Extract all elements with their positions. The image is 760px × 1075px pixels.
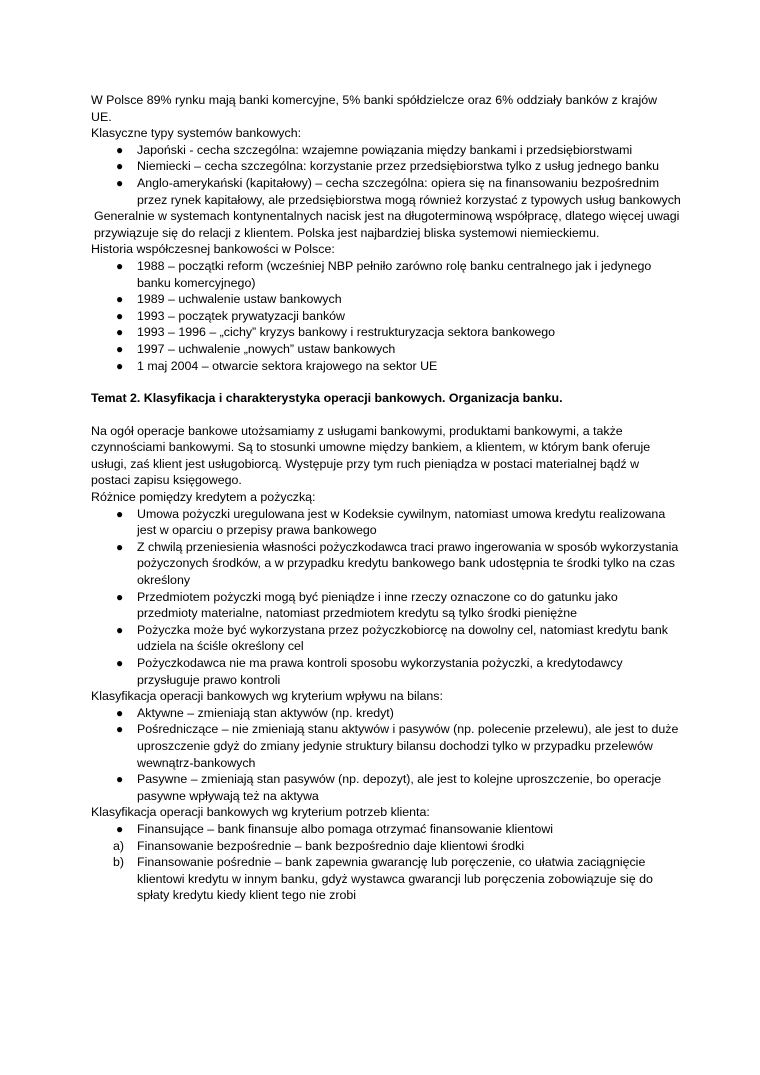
list-item <box>91 358 681 375</box>
list-item-text: 1 maj 2004 – otwarcie sektora krajowego na sektor UE <box>137 358 438 373</box>
list-item <box>91 821 681 838</box>
balance-list <box>91 705 681 805</box>
bullet-icon: ● <box>116 705 124 720</box>
bullet-icon: ● <box>116 358 124 373</box>
list-item <box>91 308 681 325</box>
bullet-icon: ● <box>116 258 124 273</box>
list-item <box>91 506 681 539</box>
bullet-icon: ● <box>116 325 124 340</box>
list-item <box>91 838 681 855</box>
needs-title: Klasyfikacja operacji bankowych wg kryterium potrzeb klienta: <box>91 805 430 820</box>
list-item-text: Pożyczka może być wykorzystana przez pożyczkobiorcę na dowolny cel, natomiast kredytu bank udziela na ściśle określony cel <box>137 622 668 654</box>
bullet-icon: ● <box>116 622 124 637</box>
list-item <box>91 175 681 208</box>
systems-list <box>91 142 681 208</box>
list-marker: b) <box>113 855 125 870</box>
bullet-icon: ● <box>116 589 124 604</box>
operations-intro-paragraph: Na ogół operacje bankowe utożsamiamy z usługami bankowymi, produktami bankowymi, a także czynnościami bankowymi. Są to stosunki umowne między bankiem, a klientem, w którym bank oferuje usługi, zaś klient jest usługobiorcą. Występuje przy tym ruch pieniądza w postaci materialnej bądź w postaci zapisu księgowego. <box>91 423 651 488</box>
list-item <box>91 589 681 622</box>
list-item-text: Finansowanie pośrednie – bank zapewnia gwarancję lub poręczenie, co ułatwia zaciągnięcie klientowi kredytu w innym banku, gdyż wystawca gwarancji lub poręczenia zobowiązuje się do spłaty kredytu kiedy klient tego nie zrobi <box>137 855 653 903</box>
list-item-text: Umowa pożyczki uregulowana jest w Kodeksie cywilnym, natomiast umowa kredytu realizowana jest w oparciu o przepisy prawa bankowego <box>137 506 666 538</box>
history-list <box>91 258 681 374</box>
list-item-text: Pasywne – zmieniają stan pasywów (np. depozyt), ale jest to kolejne uproszczenie, bo operacje pasywne wpływają też na aktywa <box>137 772 662 803</box>
bullet-icon: ● <box>116 506 124 521</box>
differences-title: Różnice pomiędzy kredytem a pożyczką: <box>91 490 316 505</box>
list-item-text: 1988 – początki reform (wcześniej NBP pełniło zarówno rolę banku centralnego jak i jedynego banku komercyjnego) <box>137 258 652 290</box>
list-item <box>91 854 681 904</box>
list-item <box>91 721 681 771</box>
bullet-icon: ● <box>116 722 124 737</box>
bullet-icon: ● <box>116 821 124 836</box>
document-body <box>91 92 681 904</box>
list-item-text: Z chwilą przeniesienia własności pożyczkodawca traci prawo ingerowania w sposób wykorzystania pożyczonych środków, a w przypadku kredytu bankowego bank udostępnia te środki tylko na czas określony <box>137 539 679 588</box>
systems-title: Klasyczne typy systemów bankowych: <box>91 126 302 141</box>
bullet-icon: ● <box>116 341 124 356</box>
bullet-icon: ● <box>116 772 124 787</box>
bullet-icon: ● <box>116 308 124 323</box>
list-item-text: Finansujące – bank finansuje albo pomaga otrzymać finansowanie klientowi <box>137 821 554 836</box>
balance-title: Klasyfikacja operacji bankowych wg kryterium wpływu na bilans: <box>91 689 443 704</box>
general-paragraph: Generalnie w systemach kontynentalnych nacisk jest na długoterminową współpracę, dlatego więcej uwagi przywiązuje się do relacji z klientem. Polska jest najbardziej bliska systemowi niemieckiemu. <box>94 209 680 240</box>
list-item-text: Pośredniczące – nie zmieniają stanu aktywów i pasywów (np. polecenie przelewu), ale jest to duże uproszczenie gdyż do zmiany jedynie struktury bilansu dochodzi tylko w przypadku przelewów wewnątrz-bankowych <box>137 722 679 770</box>
intro-paragraph: W Polsce 89% rynku mają banki komercyjne, 5% banki spółdzielcze oraz 6% oddziały banków z krajów UE. <box>91 93 658 124</box>
list-item <box>91 291 681 308</box>
list-item <box>91 539 681 589</box>
list-item-text: Finansowanie bezpośrednie – bank bezpośrednio daje klientowi środki <box>137 838 525 853</box>
list-item-text: 1989 – uchwalenie ustaw bankowych <box>137 292 342 307</box>
list-item <box>91 622 681 655</box>
section-heading: Temat 2. Klasyfikacja i charakterystyka operacji bankowych. Organizacja banku. <box>91 391 563 406</box>
bullet-icon: ● <box>116 292 124 307</box>
list-item <box>91 324 681 341</box>
list-item-text: Japoński - cecha szczególna: wzajemne powiązania między bankami i przedsiębiorstwami <box>137 142 633 157</box>
bullet-icon: ● <box>116 175 124 190</box>
list-item <box>91 341 681 358</box>
bullet-icon: ● <box>116 142 124 157</box>
list-item <box>91 771 681 804</box>
bullet-icon: ● <box>116 159 124 174</box>
list-item <box>91 705 681 722</box>
list-item-text: Pożyczkodawca nie ma prawa kontroli sposobu wykorzystania pożyczki, a kredytodawcy przysługuje prawo kontroli <box>137 656 623 687</box>
list-item-text: 1993 – początek prywatyzacji banków <box>137 308 346 323</box>
bullet-icon: ● <box>116 656 124 670</box>
list-item-text: 1993 – 1996 – „cichy” kryzys bankowy i restrukturyzacja sektora bankowego <box>137 325 556 340</box>
list-item-text: Aktywne – zmieniają stan aktywów (np. kredyt) <box>137 705 394 720</box>
needs-sublist <box>91 838 681 904</box>
differences-list <box>91 506 681 689</box>
list-item-text: Przedmiotem pożyczki mogą być pieniądze i inne rzeczy oznaczone co do gatunku jako przedmioty materialne, natomiast przedmiotem kredytu są tylko środki pieniężne <box>137 589 618 621</box>
history-title: Historia współczesnej bankowości w Polsce: <box>91 242 335 257</box>
list-item-text: 1997 – uchwalenie „nowych” ustaw bankowych <box>137 341 396 356</box>
list-item <box>91 655 681 688</box>
bullet-icon: ● <box>116 539 124 554</box>
needs-list <box>91 821 681 838</box>
list-item <box>91 158 681 175</box>
list-item <box>91 258 681 291</box>
list-marker: a) <box>113 838 125 853</box>
list-item <box>91 142 681 159</box>
list-item-text: Anglo-amerykański (kapitałowy) – cecha szczególna: opiera się na finansowaniu bezpośrednim przez rynek kapitałowy, ale przedsiębiorstwa mogą również korzystać z typowych usług bankowych <box>137 175 681 207</box>
list-item-text: Niemiecki – cecha szczególna: korzystanie przez przedsiębiorstwa tylko z usług jednego banku <box>137 159 660 174</box>
